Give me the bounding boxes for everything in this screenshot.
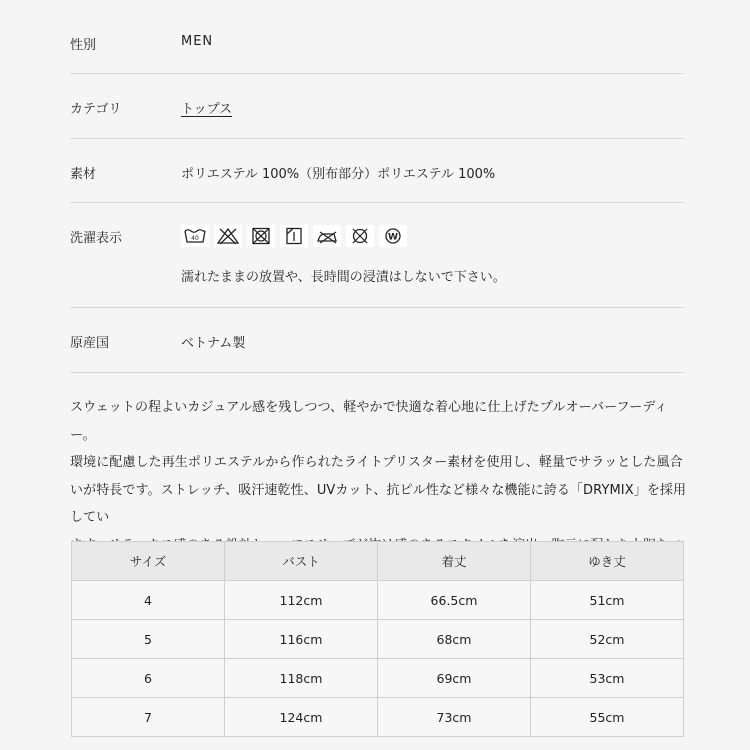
table-cell: 66.5cm <box>378 581 531 620</box>
spec-row-care <box>70 203 684 308</box>
table-cell: 73cm <box>378 698 531 737</box>
column-header-size: サイズ <box>72 542 225 581</box>
spec-label-category: カテゴリ <box>70 102 122 117</box>
line-dry-shade-icon <box>280 225 308 247</box>
table-cell: 118cm <box>225 659 378 698</box>
description-line: スウェットの程よいカジュアル感を残しつつ、軽やかで快適な着心地に仕上げたプルオーバーフーディー。 <box>70 400 668 443</box>
table-row <box>72 620 684 659</box>
spec-row-origin <box>70 308 684 373</box>
spec-row-gender <box>70 0 684 74</box>
wet-clean-letter: W <box>388 232 398 243</box>
table-cell: 5 <box>72 620 225 659</box>
table-cell: 6 <box>72 659 225 698</box>
table-cell: 55cm <box>531 698 684 737</box>
spec-value-origin: ベトナム製 <box>181 336 246 351</box>
spec-label-material: 素材 <box>70 167 97 182</box>
table-row <box>72 581 684 620</box>
spec-value-gender: MEN <box>181 34 214 49</box>
care-icons <box>181 225 407 247</box>
column-header-sleeve: ゆき丈 <box>531 542 684 581</box>
table-cell: 69cm <box>378 659 531 698</box>
care-note: 濡れたままの放置や、長時間の浸漬はしないで下さい。 <box>181 270 506 285</box>
no-dry-clean-icon <box>346 225 374 247</box>
wet-clean-icon <box>379 225 407 247</box>
column-header-length: 着丈 <box>378 542 531 581</box>
table-cell: 51cm <box>531 581 684 620</box>
table-cell: 7 <box>72 698 225 737</box>
table-cell: 116cm <box>225 620 378 659</box>
iron-low-icon <box>313 225 341 247</box>
size-table-header <box>72 542 684 581</box>
table-cell: 53cm <box>531 659 684 698</box>
no-tumble-dry-icon <box>247 225 275 247</box>
category-link[interactable]: トップス <box>181 102 233 117</box>
table-cell: 52cm <box>531 620 684 659</box>
table-cell: 112cm <box>225 581 378 620</box>
table-cell: 124cm <box>225 698 378 737</box>
column-header-bust: バスト <box>225 542 378 581</box>
table-cell: 4 <box>72 581 225 620</box>
description-line: いが特長です。ストレッチ、吸汗速乾性、UVカット、抗ピル性など様々な機能に誇る「DRYMIX」を採用してい <box>70 482 687 525</box>
table-row <box>72 659 684 698</box>
size-table <box>71 541 684 737</box>
spec-label-care: 洗濯表示 <box>70 231 123 246</box>
spec-row-material <box>70 139 684 203</box>
no-bleach-icon <box>214 225 242 247</box>
description-line: 環境に配慮した再生ポリエステルから作られたライトプリスター素材を使用し、軽量でサラッとした風合 <box>70 455 683 470</box>
table-cell: 68cm <box>378 620 531 659</box>
spec-label-origin: 原産国 <box>70 336 110 351</box>
spec-row-category <box>70 74 684 139</box>
spec-label-gender: 性別 <box>70 38 97 53</box>
table-row <box>72 698 684 737</box>
wash-temp: 40 <box>191 235 199 242</box>
spec-value-material: ポリエステル 100%（別布部分）ポリエステル 100% <box>181 167 496 182</box>
wash-40-icon <box>181 225 209 247</box>
